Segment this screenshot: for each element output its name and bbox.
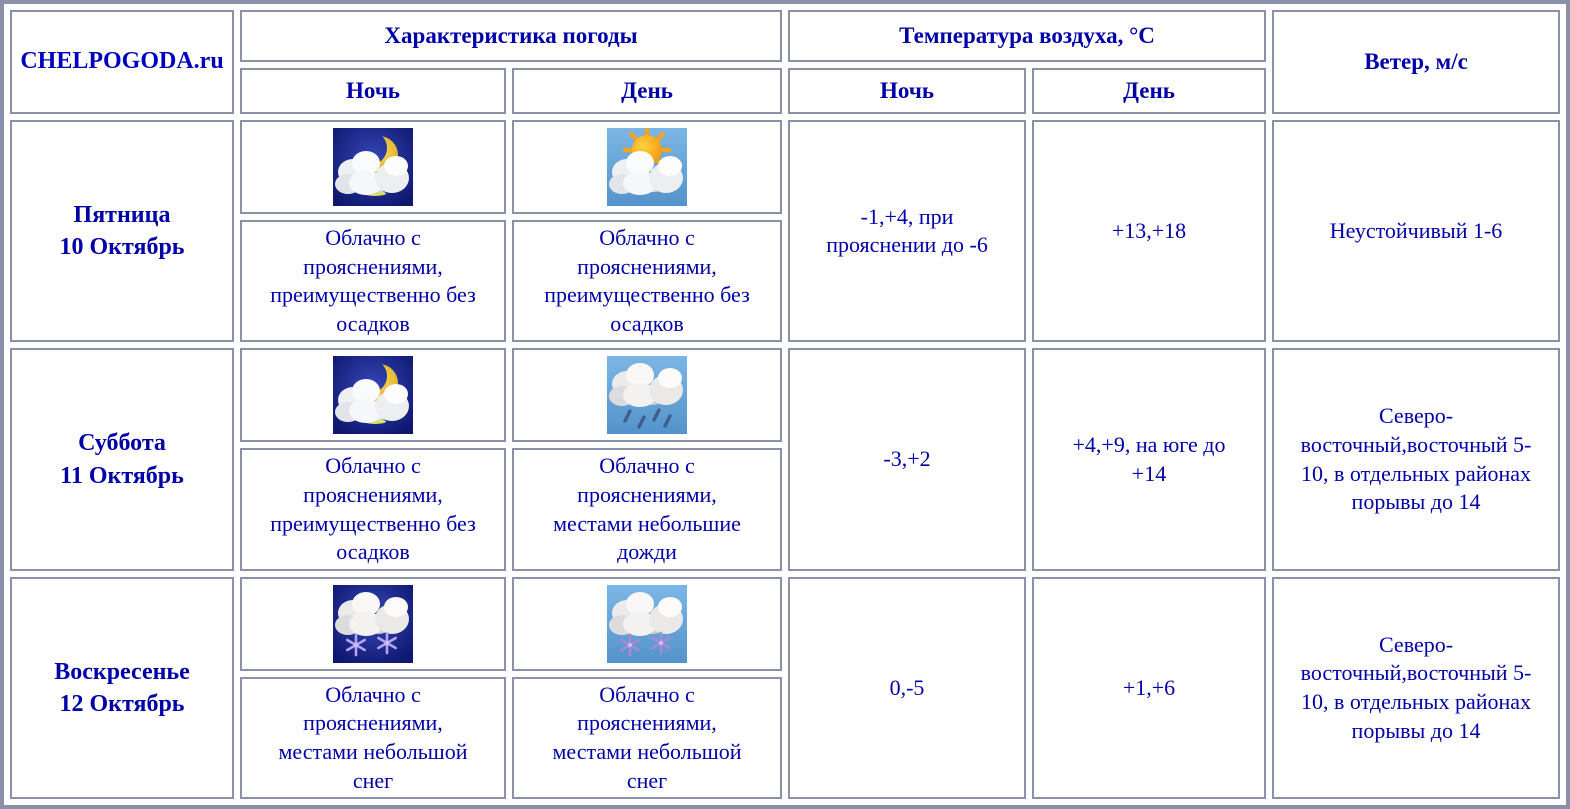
description-text: Облачно с прояснениями, преимущественно без осадков — [270, 225, 476, 336]
snow-clouds-night-icon — [333, 585, 413, 663]
description-text: Облачно с прояснениями, местами небольшой снег — [278, 681, 468, 793]
saturday-wind-forecast — [1272, 348, 1560, 570]
sunday-day-icon-cell — [512, 577, 782, 671]
sunday-night-icon-cell — [240, 577, 506, 671]
header-characteristic-day: День — [512, 68, 782, 114]
day-date: 12 Октябрь — [59, 690, 185, 717]
sunday-day-description — [512, 677, 782, 799]
day-name: Воскресенье — [54, 658, 190, 685]
temperature-text: +1,+6 — [1122, 674, 1176, 700]
saturday-night-icon-cell — [240, 348, 506, 442]
header-air-temperature: Температура воздуха, °С — [788, 10, 1266, 62]
temperature-text: 0,-5 — [889, 674, 925, 700]
wind-text: Неустойчивый 1-6 — [1329, 217, 1503, 243]
wind-text: Северо-восточный,восточный 5-10, в отдельных районах порывы до 14 — [1300, 403, 1532, 515]
friday-night-temperature — [788, 120, 1026, 342]
day-label-saturday — [10, 348, 234, 570]
friday-day-icon-cell — [512, 120, 782, 214]
snow-clouds-day-icon — [607, 585, 687, 663]
description-text: Облачно с прояснениями, преимущественно без осадков — [270, 453, 476, 565]
header-temperature-day: День — [1032, 68, 1266, 114]
day-label-sunday — [10, 577, 234, 799]
moon-clouds-icon — [333, 356, 413, 434]
header-characteristic-night: Ночь — [240, 68, 506, 114]
friday-day-description — [512, 220, 782, 342]
saturday-day-icon-cell — [512, 348, 782, 442]
day-date: 10 Октябрь — [59, 234, 185, 261]
saturday-day-temperature — [1032, 348, 1266, 570]
description-text: Облачно с прояснениями, местами небольшие дожди — [553, 453, 741, 565]
header-wind: Ветер, м/с — [1272, 10, 1560, 114]
saturday-night-description — [240, 448, 506, 570]
sunday-wind-forecast — [1272, 577, 1560, 799]
temperature-text: -1,+4, при прояснении до -6 — [826, 203, 988, 258]
saturday-night-temperature — [788, 348, 1026, 570]
friday-night-description — [240, 220, 506, 342]
temperature-text: +13,+18 — [1111, 217, 1187, 243]
friday-night-icon-cell — [240, 120, 506, 214]
description-text: Облачно с прояснениями, местами небольшой снег — [552, 681, 742, 793]
wind-text: Северо-восточный,восточный 5-10, в отдельных районах порывы до 14 — [1300, 631, 1532, 743]
friday-wind-forecast — [1272, 120, 1560, 342]
day-date: 11 Октябрь — [60, 462, 184, 489]
header-weather-characteristic: Характеристика погоды — [240, 10, 782, 62]
saturday-day-description — [512, 448, 782, 570]
header-temperature-night: Ночь — [788, 68, 1026, 114]
day-name: Суббота — [78, 430, 166, 457]
sun-clouds-icon — [607, 128, 687, 206]
sunday-day-temperature — [1032, 577, 1266, 799]
rain-clouds-icon — [607, 356, 687, 434]
sunday-night-temperature — [788, 577, 1026, 799]
temperature-text: -3,+2 — [883, 446, 931, 472]
moon-clouds-icon — [333, 128, 413, 206]
friday-day-temperature — [1032, 120, 1266, 342]
day-name: Пятница — [73, 201, 171, 228]
description-text: Облачно с прояснениями, преимущественно без осадков — [544, 225, 750, 336]
day-label-friday — [10, 120, 234, 342]
sunday-night-description — [240, 677, 506, 799]
temperature-text: +4,+9, на юге до +14 — [1072, 431, 1226, 486]
site-logo-link[interactable]: CHELPOGODA.ru — [10, 10, 234, 114]
